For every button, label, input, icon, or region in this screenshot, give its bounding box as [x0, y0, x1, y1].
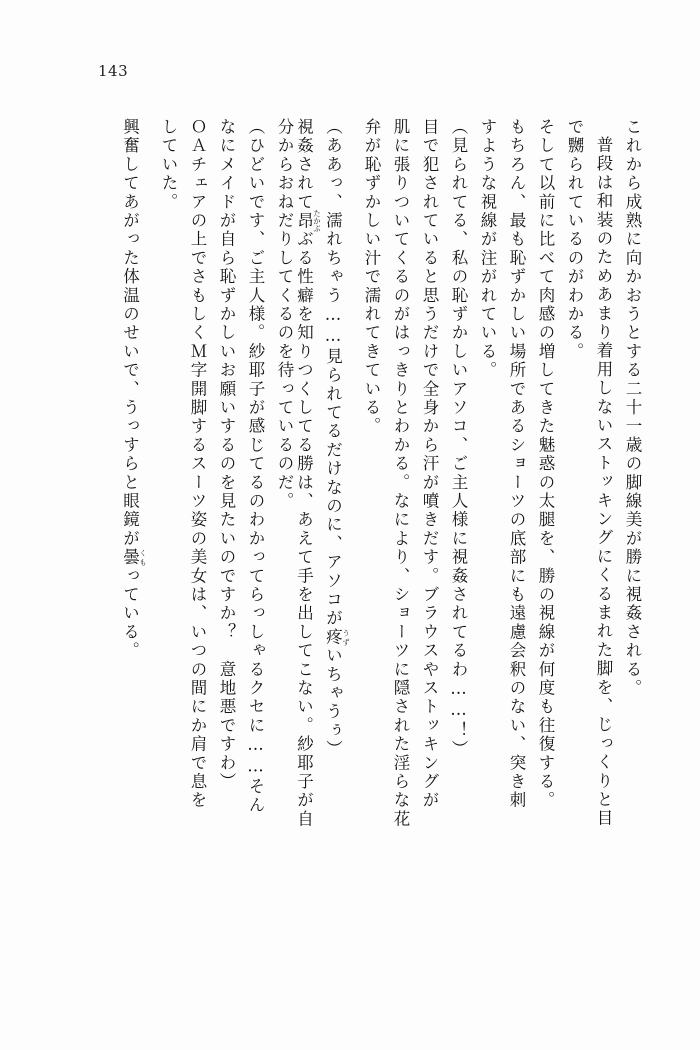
text-line: もちろん、最も恥ずかしい場所であるショーツの底部にも遠慮会釈のない、突き刺 [507, 118, 526, 810]
text-line: 視姦されて昂 たかぶぶる性癖を知りつくしてる勝は、あえて手を出してこない。紗耶子が自 [294, 118, 322, 829]
text-line: ＯＡチェアの上でさもしくＭ字開脚するスーツ姿の美女は、いつの間にか肩で息を [188, 118, 207, 810]
page-number: 143 [98, 62, 129, 80]
text-line: 肌に張りついてくるのがはっきりとわかる。なにより、ショーツに隠された淫らな花 [391, 118, 410, 829]
text-line: （見られてる、私の恥ずかしいアソコ、ご主人様に視姦されてるわ……！） [449, 118, 468, 759]
text-line: 普段は和装のためあまり着用しないストッキングにくるまれた脚を、じっくりと目 [594, 136, 613, 828]
text-line: そして以前に比べて肉感の増してきた魅惑の太腿を、勝の視線が何度も往復する。 [536, 118, 555, 810]
text-line: 弁が恥ずかしい汁で濡れてきている。 [362, 118, 381, 436]
text-line: （ひどいです、ご主人様。紗耶子が感じてるのわかってらっしゃるクセに……そん [246, 118, 265, 815]
text-line: で嬲られているのがわかる。 [565, 118, 584, 362]
text-line: すような視線が注がれている。 [478, 118, 497, 380]
text-line: 興奮してあがった体温のせいで、うっすらと眼鏡が曇 くもっている。 [120, 118, 148, 661]
text-line: なにメイドが自ら恥ずかしいお願いするのを見たいのですか？ 意地悪ですわ） [217, 118, 236, 792]
text-line: （ああっ、濡れちゃう……見られてるだけなのに、アソコが疼 うずいちゃうぅ） [323, 118, 351, 759]
text-line: 目で犯されていると思うだけで全身から汗が噴きだす。ブラウスやストッキングが [420, 118, 439, 810]
text-line: これから成熟に向かおうとする二十一歳の脚線美が勝に視姦される。 [623, 118, 642, 698]
vertical-text-body [60, 118, 640, 998]
text-line: していた。 [159, 118, 178, 212]
text-line: 分からおねだりしてくるのを待っているのだ。 [275, 118, 294, 511]
